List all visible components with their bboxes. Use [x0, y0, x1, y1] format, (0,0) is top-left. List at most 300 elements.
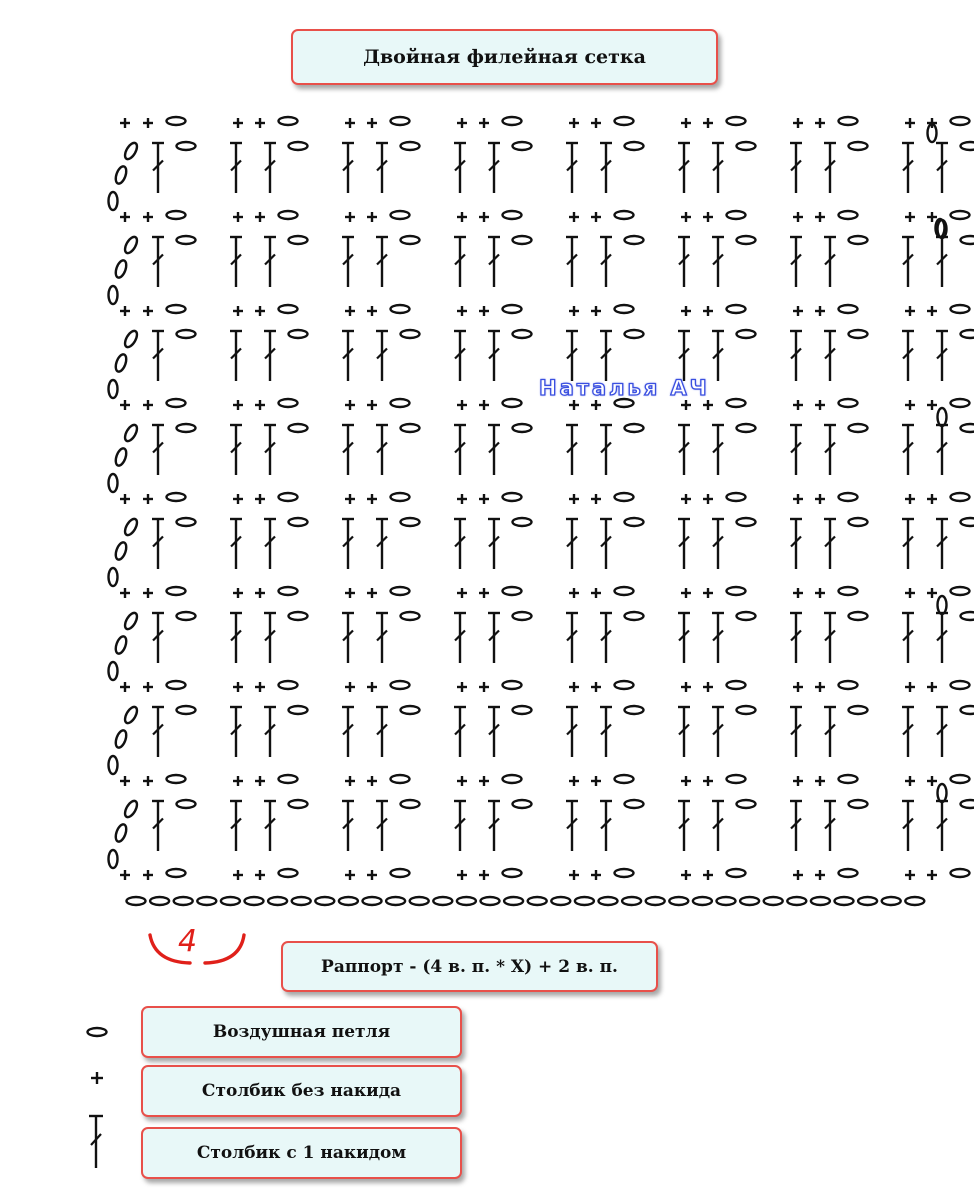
single-crochet [703, 494, 713, 504]
single-crochet [457, 776, 467, 786]
single-crochet [143, 494, 153, 504]
double-crochet [152, 613, 164, 663]
chain-stitch [150, 897, 169, 905]
chain-stitch [503, 305, 522, 313]
chain-stitch [737, 330, 756, 338]
double-crochet [342, 801, 354, 851]
double-crochet [790, 331, 802, 381]
chain-stitch [127, 897, 146, 905]
chain-stitch [513, 236, 532, 244]
double-crochet [454, 519, 466, 569]
single-crochet [457, 870, 467, 880]
single-crochet [703, 212, 713, 222]
double-crochet [902, 519, 914, 569]
single-crochet [681, 776, 691, 786]
chain-stitch [401, 518, 420, 526]
chain-stitch [625, 800, 644, 808]
chain-stitch [951, 775, 970, 783]
chain-stitch [109, 568, 118, 586]
chain-stitch [279, 869, 298, 877]
chain-stitch [839, 399, 858, 407]
single-crochet [120, 400, 130, 410]
single-crochet [703, 118, 713, 128]
chain-stitch [849, 142, 868, 150]
single-crochet [681, 212, 691, 222]
rapport-box [281, 941, 658, 992]
single-crochet [815, 494, 825, 504]
chain-stitch [391, 305, 410, 313]
chain-stitch [503, 211, 522, 219]
chain-stitch [391, 587, 410, 595]
chain-stitch [167, 775, 186, 783]
chain-stitch [849, 612, 868, 620]
double-crochet [902, 707, 914, 757]
chain-stitch [737, 800, 756, 808]
diagram-title: Двойная филейная сетка [363, 46, 646, 68]
double-crochet [230, 801, 242, 851]
double-crochet [824, 801, 836, 851]
chain-stitch [289, 424, 308, 432]
single-crochet [703, 870, 713, 880]
chain-stitch [401, 424, 420, 432]
chain-stitch [245, 897, 264, 905]
single-crochet [479, 494, 489, 504]
double-crochet [230, 425, 242, 475]
single-crochet [793, 400, 803, 410]
single-crochet [143, 212, 153, 222]
chain-stitch [401, 706, 420, 714]
single-crochet [120, 776, 130, 786]
chain-stitch [622, 897, 641, 905]
single-crochet [479, 870, 489, 880]
single-crochet [233, 306, 243, 316]
chain-stitch [109, 380, 118, 398]
double-crochet [454, 237, 466, 287]
chain-stitch [513, 706, 532, 714]
chain-stitch [315, 897, 334, 905]
single-crochet [143, 400, 153, 410]
chain-stitch [109, 286, 118, 304]
single-crochet [905, 776, 915, 786]
chain-stitch [279, 681, 298, 689]
double-crochet [376, 425, 388, 475]
double-crochet [488, 143, 500, 193]
chain-stitch [717, 897, 736, 905]
single-crochet [457, 682, 467, 692]
chain-stitch [625, 612, 644, 620]
single-crochet [367, 118, 377, 128]
chain-stitch [391, 869, 410, 877]
chain-stitch [391, 775, 410, 783]
double-crochet [152, 707, 164, 757]
single-crochet [905, 118, 915, 128]
double-crochet [454, 707, 466, 757]
single-crochet [345, 118, 355, 128]
double-crochet [488, 801, 500, 851]
chain-stitch [839, 681, 858, 689]
double-crochet [488, 613, 500, 663]
single-crochet [815, 870, 825, 880]
double-crochet [712, 801, 724, 851]
chain-stitch [849, 706, 868, 714]
double-crochet [790, 613, 802, 663]
double-crochet [936, 613, 948, 663]
chain-stitch [938, 784, 947, 802]
double-crochet [230, 519, 242, 569]
single-crochet [120, 494, 130, 504]
single-crochet [367, 306, 377, 316]
chain-stitch [961, 612, 974, 620]
single-crochet [569, 588, 579, 598]
single-crochet [591, 588, 601, 598]
double-crochet [488, 519, 500, 569]
chain-stitch [513, 424, 532, 432]
double-crochet [902, 613, 914, 663]
chain-stitch [114, 165, 129, 185]
double-crochet [678, 519, 690, 569]
chain-stitch [625, 518, 644, 526]
chain-stitch [279, 775, 298, 783]
single-crochet [591, 212, 601, 222]
double-crochet [454, 613, 466, 663]
single-crochet [345, 682, 355, 692]
single-crochet [815, 588, 825, 598]
chain-stitch [615, 305, 634, 313]
single-crochet [255, 118, 265, 128]
single-crochet [457, 588, 467, 598]
single-crochet [479, 682, 489, 692]
chain-stitch [849, 518, 868, 526]
chain-stitch [289, 706, 308, 714]
double-crochet [264, 143, 276, 193]
single-crochet [143, 306, 153, 316]
single-crochet [815, 212, 825, 222]
double-crochet [376, 707, 388, 757]
single-crochet [793, 306, 803, 316]
single-crochet [927, 400, 937, 410]
single-crochet [233, 494, 243, 504]
double-crochet [712, 519, 724, 569]
double-crochet [824, 425, 836, 475]
double-crochet [566, 801, 578, 851]
chain-stitch [727, 117, 746, 125]
double-crochet [454, 143, 466, 193]
single-crochet [457, 400, 467, 410]
chain-stitch [167, 117, 186, 125]
chain-stitch [951, 305, 970, 313]
single-crochet [367, 776, 377, 786]
single-crochet [569, 306, 579, 316]
single-crochet [703, 776, 713, 786]
chain-stitch [625, 330, 644, 338]
chain-stitch [669, 897, 688, 905]
chain-stitch [391, 211, 410, 219]
legend-chain-label: Воздушная петля [212, 1022, 391, 1042]
chain-stitch [625, 424, 644, 432]
single-crochet [120, 212, 130, 222]
chain-stitch [177, 612, 196, 620]
chain-stitch [625, 142, 644, 150]
double-crochet [790, 519, 802, 569]
chain-stitch [109, 756, 118, 774]
chain-stitch [849, 800, 868, 808]
double-crochet [454, 801, 466, 851]
single-crochet [143, 776, 153, 786]
chain-stitch [177, 142, 196, 150]
single-crochet [345, 870, 355, 880]
single-crochet [479, 776, 489, 786]
double-crochet-icon [89, 1116, 103, 1168]
double-crochet [600, 613, 612, 663]
chain-stitch [123, 141, 140, 161]
single-crochet [815, 776, 825, 786]
double-crochet [936, 519, 948, 569]
double-crochet [902, 237, 914, 287]
chain-stitch [961, 142, 974, 150]
double-crochet [566, 707, 578, 757]
single-crochet [569, 494, 579, 504]
chain-stitch [401, 142, 420, 150]
double-crochet [712, 237, 724, 287]
double-crochet [902, 425, 914, 475]
single-crochet [927, 494, 937, 504]
single-crochet [703, 400, 713, 410]
single-crochet [927, 870, 937, 880]
double-crochet [790, 237, 802, 287]
single-crochet [233, 212, 243, 222]
single-crochet [345, 588, 355, 598]
single-crochet [681, 588, 691, 598]
single-crochet [703, 682, 713, 692]
double-crochet [566, 143, 578, 193]
double-crochet [264, 519, 276, 569]
single-crochet [479, 118, 489, 128]
chain-stitch [401, 236, 420, 244]
chain-stitch [961, 706, 974, 714]
chain-stitch [177, 518, 196, 526]
chain-stitch [615, 681, 634, 689]
legend-sc-box [141, 1065, 462, 1117]
chain-stitch [839, 117, 858, 125]
double-crochet [376, 519, 388, 569]
chain-stitch [197, 897, 216, 905]
chain-stitch [177, 236, 196, 244]
double-crochet [678, 613, 690, 663]
double-crochet [376, 143, 388, 193]
double-crochet [152, 143, 164, 193]
chain-stitch [551, 897, 570, 905]
single-crochet [255, 494, 265, 504]
single-crochet [367, 682, 377, 692]
single-crochet [591, 494, 601, 504]
chain-stitch [123, 329, 140, 349]
double-crochet [230, 707, 242, 757]
single-crochet [569, 400, 579, 410]
double-crochet [936, 801, 948, 851]
chain-stitch [615, 211, 634, 219]
chain-stitch [279, 493, 298, 501]
single-crochet [905, 212, 915, 222]
single-crochet [815, 306, 825, 316]
chain-stitch [503, 493, 522, 501]
chain-stitch [167, 305, 186, 313]
single-crochet [367, 870, 377, 880]
single-crochet [681, 400, 691, 410]
chain-stitch [363, 897, 382, 905]
chain-stitch [401, 800, 420, 808]
single-crochet [905, 588, 915, 598]
double-crochet [678, 801, 690, 851]
chain-stitch [615, 775, 634, 783]
double-crochet [264, 707, 276, 757]
chain-stitch [504, 897, 523, 905]
chain-stitch [839, 493, 858, 501]
chain-stitch [289, 518, 308, 526]
chain-stitch [951, 117, 970, 125]
double-crochet [152, 801, 164, 851]
chain-stitch [727, 869, 746, 877]
double-crochet [454, 425, 466, 475]
single-crochet [345, 494, 355, 504]
chain-stitch [503, 399, 522, 407]
single-crochet [457, 306, 467, 316]
chain-stitch [727, 681, 746, 689]
single-crochet [927, 306, 937, 316]
double-crochet [342, 519, 354, 569]
single-crochet [591, 306, 601, 316]
single-crochet [793, 494, 803, 504]
chain-stitch [615, 869, 634, 877]
chain-stitch [737, 706, 756, 714]
chain-stitch [391, 117, 410, 125]
double-crochet [936, 425, 948, 475]
single-crochet [120, 118, 130, 128]
single-crochet [233, 870, 243, 880]
chain-stitch [167, 211, 186, 219]
chain-stitch [693, 897, 712, 905]
chain-stitch [279, 117, 298, 125]
chain-stitch [433, 897, 452, 905]
single-crochet [143, 588, 153, 598]
double-crochet [264, 613, 276, 663]
single-crochet [681, 870, 691, 880]
double-crochet [376, 613, 388, 663]
single-crochet [703, 588, 713, 598]
chain-stitch [339, 897, 358, 905]
chain-stitch [279, 211, 298, 219]
chain-stitch [961, 518, 974, 526]
double-crochet [152, 331, 164, 381]
double-crochet [600, 707, 612, 757]
chain-stitch [961, 330, 974, 338]
single-crochet [681, 494, 691, 504]
chain-stitch [737, 612, 756, 620]
double-crochet [376, 801, 388, 851]
chain-stitch [123, 705, 140, 725]
single-crochet [255, 212, 265, 222]
single-crochet [927, 776, 937, 786]
double-crochet [712, 707, 724, 757]
chain-stitch [123, 517, 140, 537]
double-crochet [824, 519, 836, 569]
chain-stitch [174, 897, 193, 905]
chain-stitch [167, 493, 186, 501]
chain-stitch [528, 897, 547, 905]
double-crochet [600, 425, 612, 475]
chain-stitch [646, 897, 665, 905]
chain-stitch [951, 869, 970, 877]
chain-stitch [599, 897, 618, 905]
double-crochet [678, 143, 690, 193]
chain-stitch [401, 330, 420, 338]
single-crochet [703, 306, 713, 316]
legend-chain-box [141, 1006, 462, 1058]
single-crochet [793, 212, 803, 222]
chain-stitch [391, 399, 410, 407]
chain-stitch [625, 236, 644, 244]
single-crochet [367, 494, 377, 504]
double-crochet [152, 425, 164, 475]
chain-stitch [849, 330, 868, 338]
chain-stitch [109, 662, 118, 680]
chain-stitch [289, 612, 308, 620]
single-crochet [591, 400, 601, 410]
double-crochet [936, 707, 948, 757]
chain-stitch [737, 518, 756, 526]
chain-stitch [391, 681, 410, 689]
chain-stitch [503, 587, 522, 595]
single-crochet [591, 776, 601, 786]
chain-stitch [167, 681, 186, 689]
double-crochet [230, 143, 242, 193]
single-crochet [479, 400, 489, 410]
single-crochet [905, 870, 915, 880]
chain-stitch [289, 142, 308, 150]
double-crochet [790, 801, 802, 851]
double-crochet [264, 331, 276, 381]
double-crochet [342, 143, 354, 193]
double-crochet [264, 237, 276, 287]
chain-stitch [849, 236, 868, 244]
chain-stitch [839, 775, 858, 783]
double-crochet [376, 237, 388, 287]
chain-stitch [625, 706, 644, 714]
chain-stitch [961, 424, 974, 432]
single-crochet [793, 588, 803, 598]
single-crochet-icon [91, 1072, 103, 1084]
double-crochet [600, 519, 612, 569]
chain-stitch [727, 775, 746, 783]
single-crochet [569, 682, 579, 692]
chain-stitch [615, 399, 634, 407]
chain-stitch [938, 596, 947, 614]
double-crochet [936, 237, 948, 287]
chain-stitch [503, 681, 522, 689]
chain-stitch [513, 330, 532, 338]
double-crochet [264, 425, 276, 475]
double-crochet [342, 707, 354, 757]
double-crochet [600, 331, 612, 381]
double-crochet [488, 237, 500, 287]
single-crochet [255, 306, 265, 316]
chain-stitch [961, 800, 974, 808]
single-crochet [815, 682, 825, 692]
chain-stitch [727, 305, 746, 313]
double-crochet [824, 143, 836, 193]
watermark: Наталья АЧ [539, 376, 710, 400]
chain-stitch [503, 869, 522, 877]
chain-stitch [811, 897, 830, 905]
